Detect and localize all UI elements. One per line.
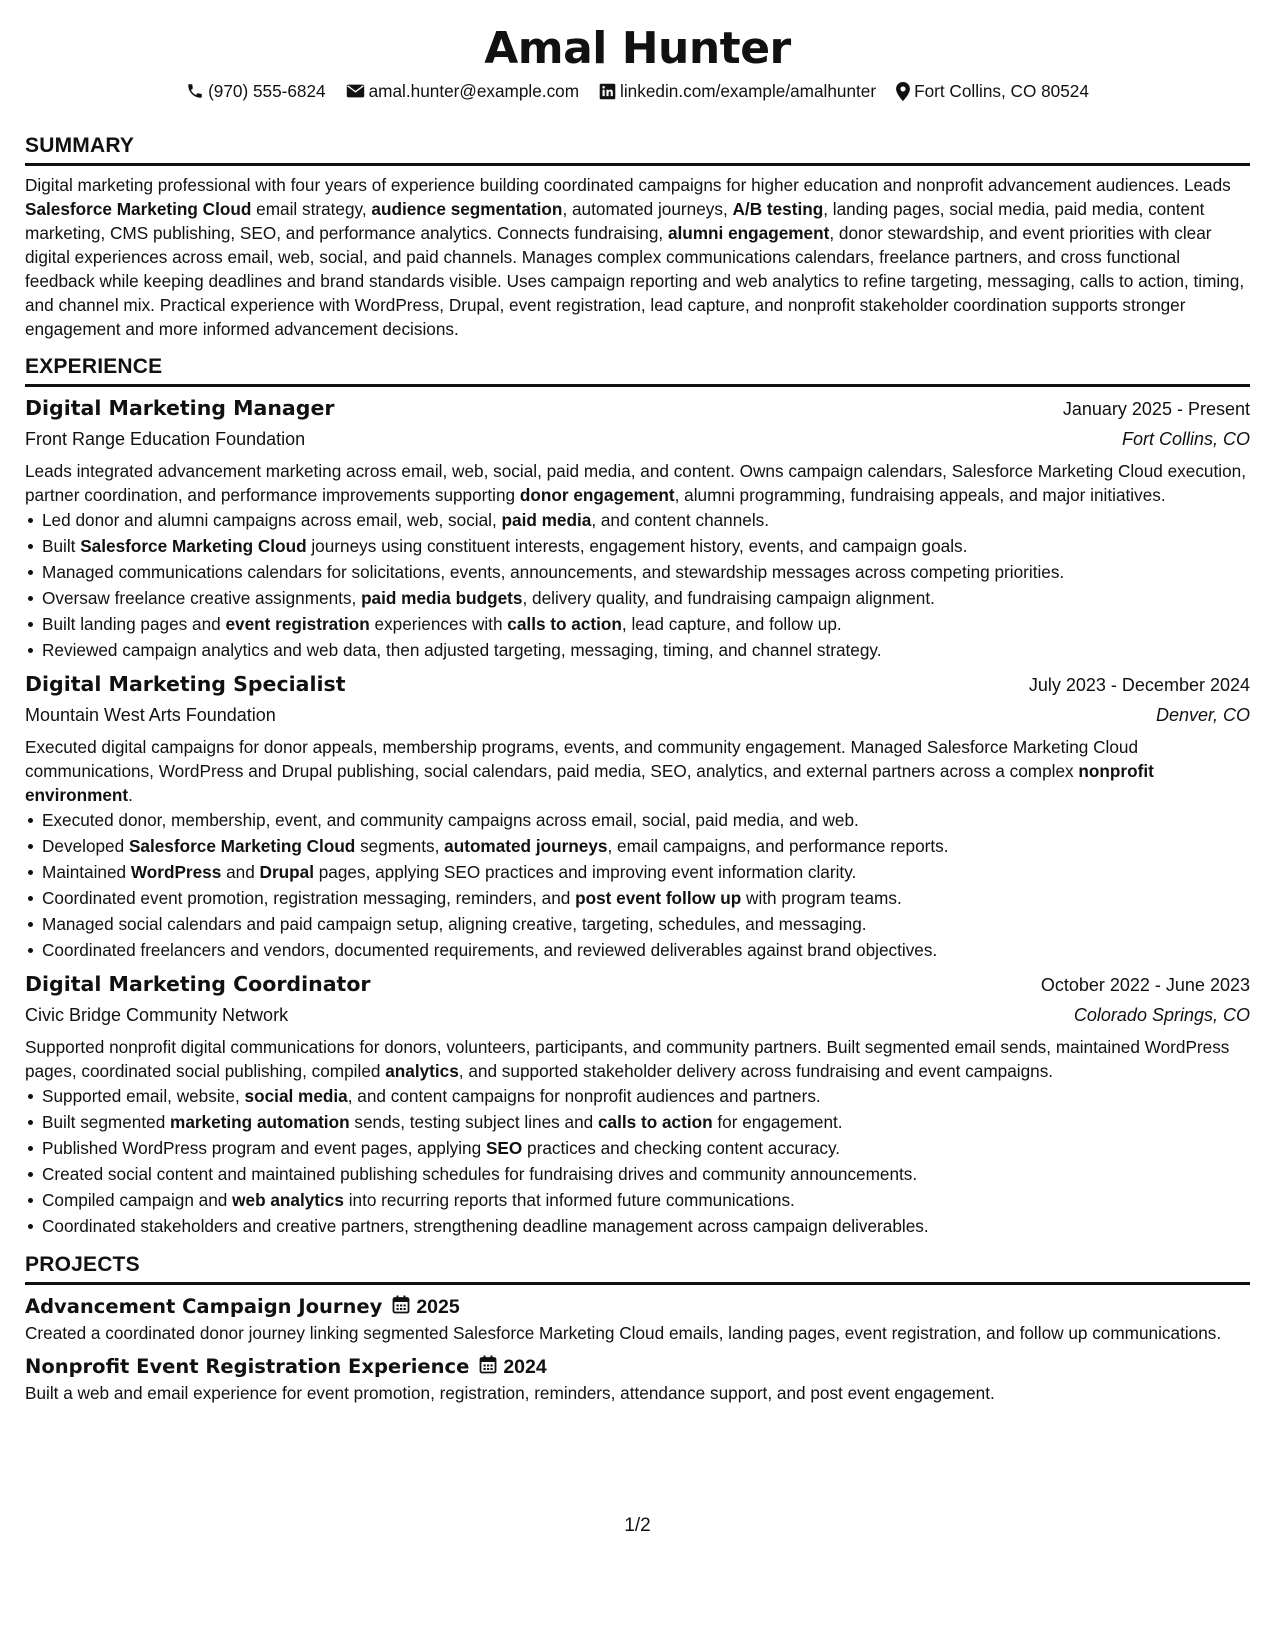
job-bullets <box>25 807 1250 963</box>
bullet-item <box>42 1187 1250 1213</box>
location-pin-icon <box>896 82 910 101</box>
bold-keyword: calls to action <box>507 614 622 634</box>
text-run: Coordinated stakeholders and creative partners, strengthening deadline management across campaign deliverables. <box>42 1216 929 1236</box>
job-entry <box>25 393 1250 663</box>
bullet-item <box>42 911 1250 937</box>
email-text[interactable]: amal.hunter@example.com <box>368 81 580 101</box>
bullet-item <box>42 1213 1250 1239</box>
text-run: , donor stewardship, and event priorities with clear digital experiences across email, web, social, and paid channels. Manages complex communications calendars, freelance partners, and cross functional feedback while keeping deadlines and brand standards visible. Uses campaign reporting and web analytics to refine targeting, messaging, calls to action, timing, and channel mix. Practical experience with WordPress, Drupal, event registration, lead capture, and nonprofit stakeholder coordination supports stronger engagement and more informed advancement decisions. <box>25 223 1245 339</box>
text-run: Built landing pages and <box>42 614 226 634</box>
text-run: Developed <box>42 836 129 856</box>
text-run: Compiled campaign and <box>42 1190 233 1210</box>
text-run: Maintained <box>42 862 131 882</box>
text-run: Coordinated event promotion, registration messaging, reminders, and <box>42 888 576 908</box>
text-run: Managed communications calendars for solicitations, events, announcements, and stewardship messages across competing priorities. <box>42 562 1065 582</box>
bullet-item <box>42 1161 1250 1187</box>
text-run: practices and checking content accuracy. <box>522 1138 841 1158</box>
experience-section <box>25 353 1250 1239</box>
job-location: Colorado Springs, CO <box>1073 1005 1250 1025</box>
bullet-item <box>42 507 1250 533</box>
bullet-item <box>42 859 1250 885</box>
bullet-item <box>42 559 1250 585</box>
bold-keyword: nonprofit environment <box>25 761 1154 805</box>
job-location: Denver, CO <box>1155 705 1250 725</box>
text-run: Digital marketing professional with four years of experience building coordinated campaigns for higher education and nonprofit advancement audiences. Leads <box>25 175 1231 195</box>
projects-section <box>25 1251 1250 1405</box>
bullet-item <box>42 611 1250 637</box>
project-entry <box>25 1353 1250 1405</box>
candidate-name: Amal Hunter <box>484 23 791 74</box>
project-description: Created a coordinated donor journey linking segmented Salesforce Marketing Cloud emails, landing pages, event registration, and follow up communications. <box>25 1323 1222 1343</box>
bold-keyword: Salesforce Marketing Cloud <box>128 836 356 856</box>
summary-section <box>25 132 1250 341</box>
text-run: Supported email, website, <box>42 1086 245 1106</box>
job-bullets <box>25 507 1250 663</box>
bullet-item <box>42 637 1250 663</box>
text-run: and <box>221 862 260 882</box>
section-title-experience: EXPERIENCE <box>25 353 1250 387</box>
job-organization: Front Range Education Foundation <box>25 429 306 449</box>
contact-phone <box>186 78 326 104</box>
text-run: sends, testing subject lines and <box>349 1112 598 1132</box>
text-run: , delivery quality, and fundraising campaign alignment. <box>522 588 935 608</box>
bold-keyword: marketing automation <box>170 1112 350 1132</box>
text-run: Published WordPress program and event pages, applying <box>42 1138 486 1158</box>
page-number: 1/2 <box>624 1515 651 1536</box>
contact-bar <box>25 78 1250 104</box>
bold-keyword: Drupal <box>259 862 314 882</box>
job-description <box>25 735 1250 807</box>
text-run: Leads integrated advancement marketing across email, web, social, paid media, and content. Owns campaign calendars, Salesforce Marketing Cloud execution, partner coordination, and performance improvements supporting <box>25 461 1246 505</box>
text-run: with program teams. <box>741 888 902 908</box>
job-organization: Mountain West Arts Foundation <box>25 705 276 725</box>
calendar-icon <box>392 1295 410 1320</box>
contact-location <box>896 78 1089 104</box>
bold-keyword: event registration <box>225 614 370 634</box>
text-run: Created social content and maintained publishing schedules for fundraising drives and community announcements. <box>42 1164 918 1184</box>
phone-text: (970) 555-6824 <box>208 81 326 101</box>
job-location: Fort Collins, CO <box>1121 429 1250 449</box>
linkedin-icon <box>599 83 616 100</box>
text-run: , automated journeys, <box>562 199 733 219</box>
bold-keyword: social media <box>244 1086 348 1106</box>
linkedin-text[interactable]: linkedin.com/example/amalhunter <box>620 81 877 101</box>
project-description: Built a web and email experience for event promotion, registration, reminders, attendance support, and post event engagement. <box>25 1383 995 1403</box>
text-run: , and content campaigns for nonprofit audiences and partners. <box>347 1086 821 1106</box>
text-run: , lead capture, and follow up. <box>621 614 842 634</box>
bold-keyword: donor engagement <box>519 485 675 505</box>
text-run: journeys using constituent interests, engagement history, events, and campaign goals. <box>306 536 968 556</box>
bold-keyword: paid media <box>501 510 592 530</box>
project-title: Advancement Campaign Journey <box>25 1295 383 1318</box>
summary-text <box>25 173 1250 341</box>
bullet-item <box>42 533 1250 559</box>
location-text: Fort Collins, CO 80524 <box>914 81 1089 101</box>
contact-linkedin[interactable] <box>599 78 876 104</box>
text-run: , and content channels. <box>591 510 770 530</box>
resume-page <box>25 22 1250 1405</box>
text-run: into recurring reports that informed future communications. <box>343 1190 795 1210</box>
bold-keyword: paid media budgets <box>361 588 523 608</box>
text-run: Built segmented <box>42 1112 171 1132</box>
phone-icon <box>186 82 204 100</box>
bold-keyword: analytics <box>385 1061 459 1081</box>
text-run: pages, applying SEO practices and improving event information clarity. <box>313 862 857 882</box>
section-title-projects: PROJECTS <box>25 1251 1250 1285</box>
bold-keyword: automated journeys <box>444 836 608 856</box>
contact-email[interactable] <box>346 78 579 104</box>
text-run: , landing pages, social media, paid media, content marketing, CMS publishing, SEO, and performance analytics. Connects fundraising, <box>25 199 1205 243</box>
project-year: 2025 <box>416 1296 460 1318</box>
job-dates: July 2023 - December 2024 <box>1028 675 1250 695</box>
job-dates: January 2025 - Present <box>1062 399 1250 419</box>
job-entry <box>25 969 1250 1239</box>
job-bullets <box>25 1083 1250 1239</box>
bold-keyword: calls to action <box>598 1112 713 1132</box>
section-title-summary: SUMMARY <box>25 132 1250 166</box>
text-run: experiences with <box>369 614 508 634</box>
text-run: , email campaigns, and performance reports. <box>607 836 949 856</box>
bold-keyword: post event follow up <box>575 888 742 908</box>
text-run: Oversaw freelance creative assignments, <box>42 588 362 608</box>
text-run: Reviewed campaign analytics and web data, then adjusted targeting, messaging, timing, and channel strategy. <box>42 640 882 660</box>
job-title: Digital Marketing Coordinator <box>25 972 371 996</box>
bold-keyword: WordPress <box>130 862 222 882</box>
bullet-item <box>42 833 1250 859</box>
text-run: Managed social calendars and paid campaign setup, aligning creative, targeting, schedules, and messaging. <box>42 914 867 934</box>
text-run: Built <box>42 536 81 556</box>
bold-keyword: Salesforce Marketing Cloud <box>25 199 252 219</box>
job-title: Digital Marketing Manager <box>25 396 335 420</box>
job-description <box>25 459 1250 507</box>
text-run: . <box>128 785 133 805</box>
bold-keyword: A/B testing <box>732 199 824 219</box>
bold-keyword: alumni engagement <box>667 223 830 243</box>
bullet-item <box>42 937 1250 963</box>
job-dates: October 2022 - June 2023 <box>1040 975 1250 995</box>
text-run: , alumni programming, fundraising appeals, and major initiatives. <box>674 485 1166 505</box>
text-run: Led donor and alumni campaigns across email, web, social, <box>42 510 502 530</box>
text-run: email strategy, <box>251 199 372 219</box>
bold-keyword: SEO <box>485 1138 523 1158</box>
text-run: segments, <box>355 836 445 856</box>
bullet-item <box>42 585 1250 611</box>
text-run: Coordinated freelancers and vendors, documented requirements, and reviewed deliverables against brand objectives. <box>42 940 938 960</box>
calendar-icon <box>479 1355 497 1380</box>
bullet-item <box>42 807 1250 833</box>
bold-keyword: web analytics <box>232 1190 344 1210</box>
bullet-item <box>42 1109 1250 1135</box>
job-organization: Civic Bridge Community Network <box>25 1005 289 1025</box>
project-year: 2024 <box>503 1356 547 1378</box>
envelope-icon <box>346 83 365 99</box>
project-title: Nonprofit Event Registration Experience <box>25 1355 470 1378</box>
job-description <box>25 1035 1250 1083</box>
bullet-item <box>42 885 1250 911</box>
text-run: for engagement. <box>712 1112 843 1132</box>
bullet-item <box>42 1083 1250 1109</box>
bold-keyword: audience segmentation <box>371 199 563 219</box>
job-entry <box>25 669 1250 963</box>
text-run: Executed digital campaigns for donor appeals, membership programs, events, and community engagement. Managed Salesforce Marketing Cloud communications, WordPress and Drupal publishing, social calendars, paid media, SEO, analytics, and external partners across a complex <box>25 737 1139 781</box>
text-run: Supported nonprofit digital communications for donors, volunteers, participants, and community partners. Built segmented email sends, maintained WordPress pages, coordinated social publishing, compiled <box>25 1037 1230 1081</box>
bullet-item <box>42 1135 1250 1161</box>
text-run: , and supported stakeholder delivery across fundraising and event campaigns. <box>458 1061 1054 1081</box>
bold-keyword: Salesforce Marketing Cloud <box>80 536 307 556</box>
job-title: Digital Marketing Specialist <box>25 672 346 696</box>
text-run: Executed donor, membership, event, and community campaigns across email, social, paid media, and web. <box>42 810 859 830</box>
project-entry <box>25 1293 1250 1345</box>
